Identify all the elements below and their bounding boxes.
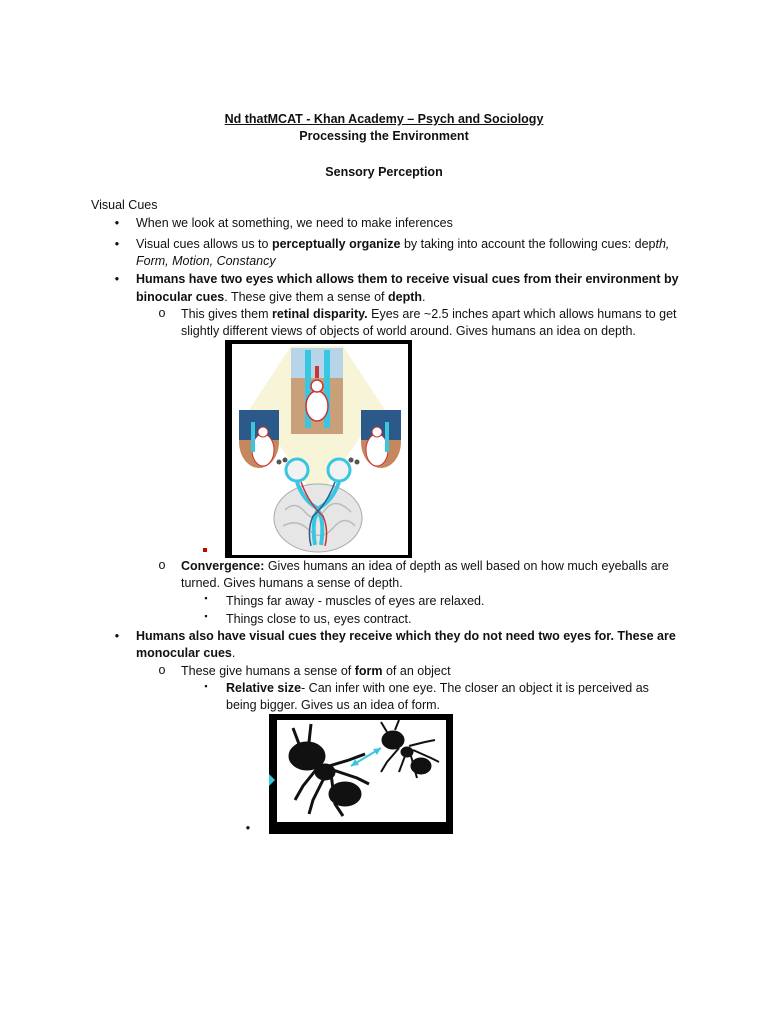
bullet-text-continued: binocular cues. These give them a sense of depth. — [136, 290, 426, 304]
sub-bullet-text: Convergence: Gives humans an idea of depth as well based on how much eyeballs are — [181, 559, 669, 573]
bullet-text-continued: monocular cues. — [136, 646, 236, 660]
tertiary-bullet-marker: ▪ — [204, 681, 208, 691]
bullet-marker: • — [114, 216, 120, 230]
tertiary-bullet-text: Relative size- Can infer with one eye. The closer an object it is perceived as — [226, 681, 649, 695]
bullet-marker: • — [114, 237, 120, 251]
sub-bullet-text: This gives them retinal disparity. Eyes are ~2.5 inches apart which allows humans to get — [181, 307, 677, 321]
doc-title: Nd thatMCAT - Khan Academy – Psych and Sociology — [224, 112, 544, 126]
red-dot-marker — [203, 548, 207, 552]
section-title: Sensory Perception — [325, 165, 443, 179]
sub-bullet-marker: o — [158, 306, 166, 320]
binocular-vision-figure — [225, 340, 412, 558]
bullet-marker: • — [114, 272, 120, 286]
sub-bullet-text: These give humans a sense of form of an object — [181, 664, 451, 678]
section-heading: Visual Cues — [91, 198, 158, 212]
bullet-marker: • — [114, 629, 120, 643]
bullet-text: When we look at something, we need to make inferences — [136, 216, 453, 230]
sub-bullet-marker: o — [158, 558, 166, 572]
sub-bullet-marker: o — [158, 663, 166, 677]
tertiary-bullet-marker: ▪ — [204, 593, 208, 603]
relative-size-ants-figure — [269, 714, 453, 834]
tertiary-bullet-marker: ▪ — [204, 611, 208, 621]
bullet-text-continued: Form, Motion, Constancy — [136, 254, 276, 268]
sub-bullet-text-continued: slightly different views of objects of world around. Gives humans an idea on depth. — [181, 324, 636, 338]
bullet-text: Visual cues allows us to perceptually organize by taking into account the following cues: depth, — [136, 237, 670, 251]
bullet-text: Humans have two eyes which allows them to receive visual cues from their environment by — [136, 272, 679, 286]
sub-bullet-text-continued: turned. Gives humans a sense of depth. — [181, 576, 403, 590]
tertiary-bullet-text-continued: being bigger. Gives us an idea of form. — [226, 698, 441, 712]
bullet-marker: • — [245, 821, 251, 835]
bullet-text: Humans also have visual cues they receive which they do not need two eyes for. These are — [136, 629, 676, 643]
tertiary-bullet-text: Things far away - muscles of eyes are relaxed. — [226, 594, 485, 608]
tertiary-bullet-text: Things close to us, eyes contract. — [226, 612, 412, 626]
doc-subtitle: Processing the Environment — [299, 129, 469, 143]
